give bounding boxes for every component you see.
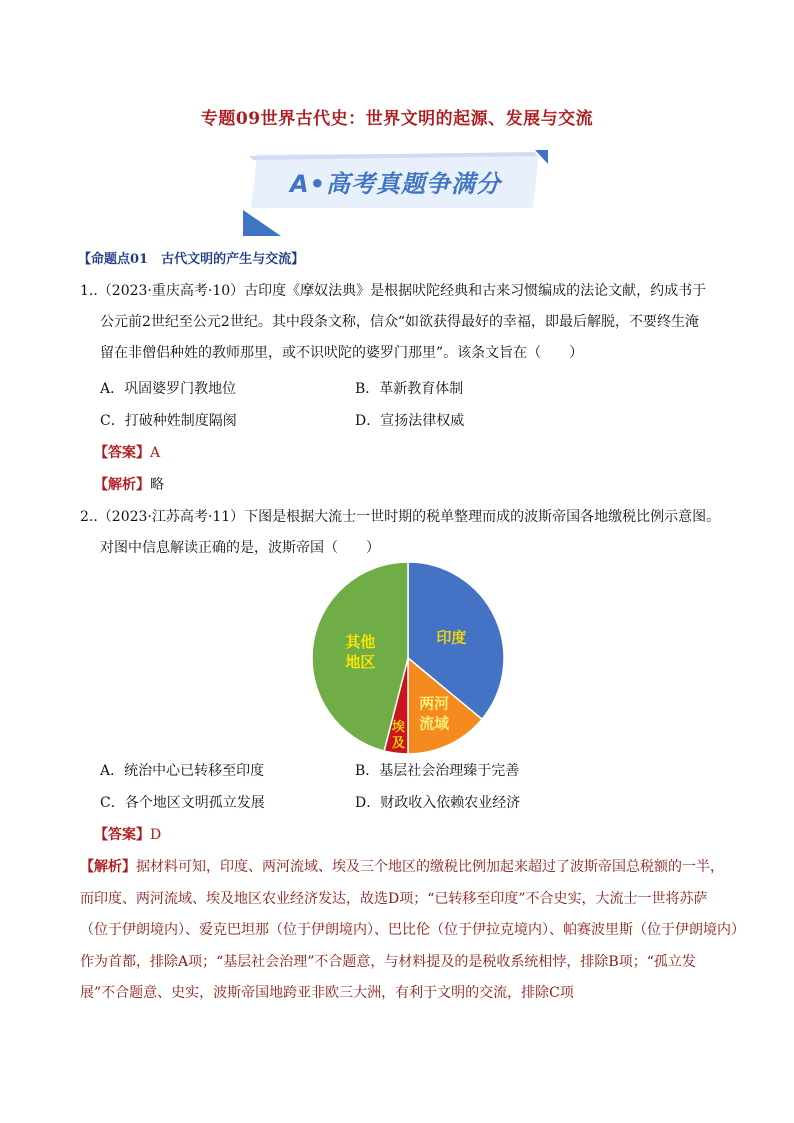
pie-slice-label: 两河流域 [419,694,450,733]
pie-slice-label: 埃及 [391,720,405,752]
q2-stem-line: 对图中信息解读正确的是，波斯帝国（ ） [100,540,380,556]
q1-option-a: A．巩固婆罗门教地位 [100,381,237,397]
banner-text: A•高考真题争满分 [290,170,501,198]
tax-proportion-pie-chart [310,560,506,756]
q2-analysis-line: 作为首都，排除A项；“基层社会治理”不合题意，与材料提及的是税收系统相悖，排除B项；“孤立发 [80,953,696,970]
q2-option-d: D．财政收入依赖农业经济 [355,795,521,811]
pie-slice-label: 印度 [436,628,467,647]
q2-analysis [80,852,745,1010]
q1-stem-line: 公元前2世纪至公元2世纪。其中段条文称，信众“如欲获得最好的幸福，即最后解脱，不要终生淹 [100,314,699,330]
question-2 [80,502,740,564]
q1-analysis-label: 【解析】 [94,477,150,493]
q2-analysis-line: （位于伊朗境内）、爱克巴坦那（位于伊朗境内）、巴比伦（位于伊拉克境内）、帕赛波里斯（位于伊朗境内） [80,922,745,938]
page-title: 专题09世界古代史：世界文明的起源、发展与交流 [200,109,594,129]
q2-option-c: C．各个地区文明孤立发展 [100,795,265,811]
section-banner [243,150,548,236]
q2-option-a: A．统治中心已转移至印度 [100,763,265,779]
q2-analysis-label: 【解析】 [80,859,136,875]
q1-answer [94,442,160,462]
q1-option-b: B．革新教育体制 [355,381,464,397]
q1-option-d: D．宣扬法律权威 [355,413,465,429]
section-heading: 【命题点01 古代文明的产生与交流】 [78,252,305,267]
q2-answer-label: 【答案】 [94,827,150,843]
q1-analysis [94,474,164,494]
q1-stem-line: 留在非僧侣种姓的教师那里，或不识吠陀的婆罗门那里”。该条文旨在（ ） [100,345,584,361]
q2-option-b: B．基层社会治理臻于完善 [355,763,520,779]
q2-analysis-line: 据材料可知，印度、两河流域、埃及三个地区的缴税比例加起来超过了波斯帝国总税额的一半， [136,859,724,875]
q1-option-c: C．打破种姓制度隔阂 [100,413,237,429]
q2-analysis-line: 展”不合题意、史实，波斯帝国地跨亚非欧三大洲，有利于文明的交流，排除C项 [80,985,574,1001]
q2-answer-value: D [150,827,162,843]
q1-answer-label: 【答案】 [94,445,150,461]
q2-analysis-line: 而印度、两河流域、埃及地区农业经济发达，故选D项；“已转移至印度”不合史实，大流士一世将苏萨 [80,890,708,907]
q2-answer [94,824,161,844]
pie-slice-label: 其他地区 [345,632,376,671]
q2-stem-line: 2..（2023·江苏高考·11）下图是根据大流士一世时期的税单整理而成的波斯帝国各地缴税比例示意图。 [80,509,721,525]
q1-stem-line: 1..（2023·重庆高考·10）古印度《摩奴法典》是根据吠陀经典和古来习惯编成的法论文献，约成书于 [80,283,707,299]
q1-answer-value: A [150,445,161,461]
q1-analysis-value: 略 [150,477,164,493]
question-1 [80,276,740,369]
